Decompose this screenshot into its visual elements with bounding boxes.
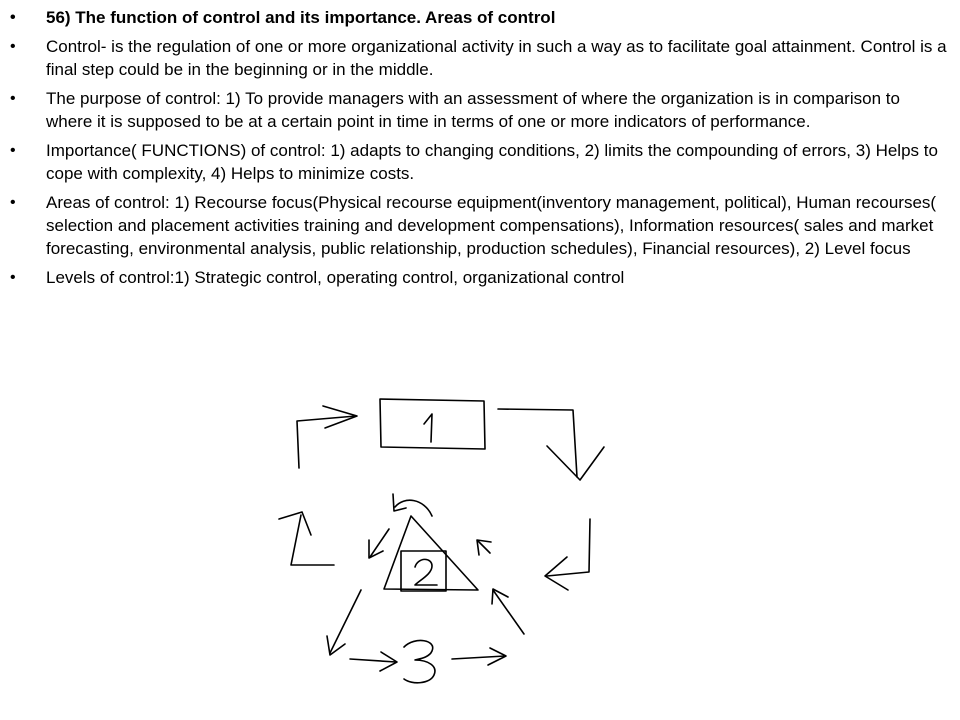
- arrow-bottom-left-head: [327, 636, 345, 655]
- digit-1-stroke: [424, 414, 432, 442]
- arrow-3-right: [452, 656, 505, 659]
- bullet-dot: •: [10, 38, 16, 55]
- arrow-inner-right: [478, 541, 490, 553]
- digit-2-stroke: [415, 559, 437, 585]
- bullet-dot: •: [10, 269, 16, 286]
- slide-title: 56) The function of control and its importance. Areas of control: [46, 8, 556, 27]
- bullet-dot: •: [10, 194, 16, 211]
- bullet-text: Control- is the regulation of one or more organizational activity in such a way as to facilitate goal attainment. Control is a final step could be in the beginning or in the middle.: [46, 37, 947, 79]
- arrow-left: [291, 515, 334, 565]
- bullet-dot: •: [10, 142, 16, 159]
- arrow-top-left: [297, 416, 356, 468]
- digit-3-stroke: [404, 640, 435, 682]
- arrow-top-curve: [395, 500, 432, 516]
- box-1: [380, 399, 485, 449]
- arrow-right: [547, 519, 590, 576]
- bullet-text: Levels of control:1) Strategic control, operating control, organizational control: [46, 268, 625, 287]
- arrow-right-head: [545, 557, 568, 590]
- center-triangle: [384, 516, 478, 590]
- bullet-text: The purpose of control: 1) To provide managers with an assessment of where the organization is in comparison to where it is supposed to be at a certain point in time in terms of one or more indicators of performance.: [46, 89, 900, 131]
- arrow-left-head: [279, 512, 311, 535]
- bullet-text: Importance( FUNCTIONS) of control: 1) adapts to changing conditions, 2) limits the compounding of errors, 3) Helps to cope with complexity, 4) Helps to minimize costs.: [46, 141, 938, 183]
- arrow-top-right: [498, 409, 577, 477]
- bullet-dot: •: [10, 90, 16, 107]
- arrow-bottom-left-to-3: [350, 659, 396, 662]
- bullet-dot: •: [10, 9, 16, 26]
- bullet-text: Areas of control: 1) Recourse focus(Physical recourse equipment(inventory management, political), Human recourses( selection and placement activities training and development compensations), Information resources( sales and market forecasting, environmental analysis, public relationship, production schedules), Financial resources), 2) Level focus: [46, 193, 937, 258]
